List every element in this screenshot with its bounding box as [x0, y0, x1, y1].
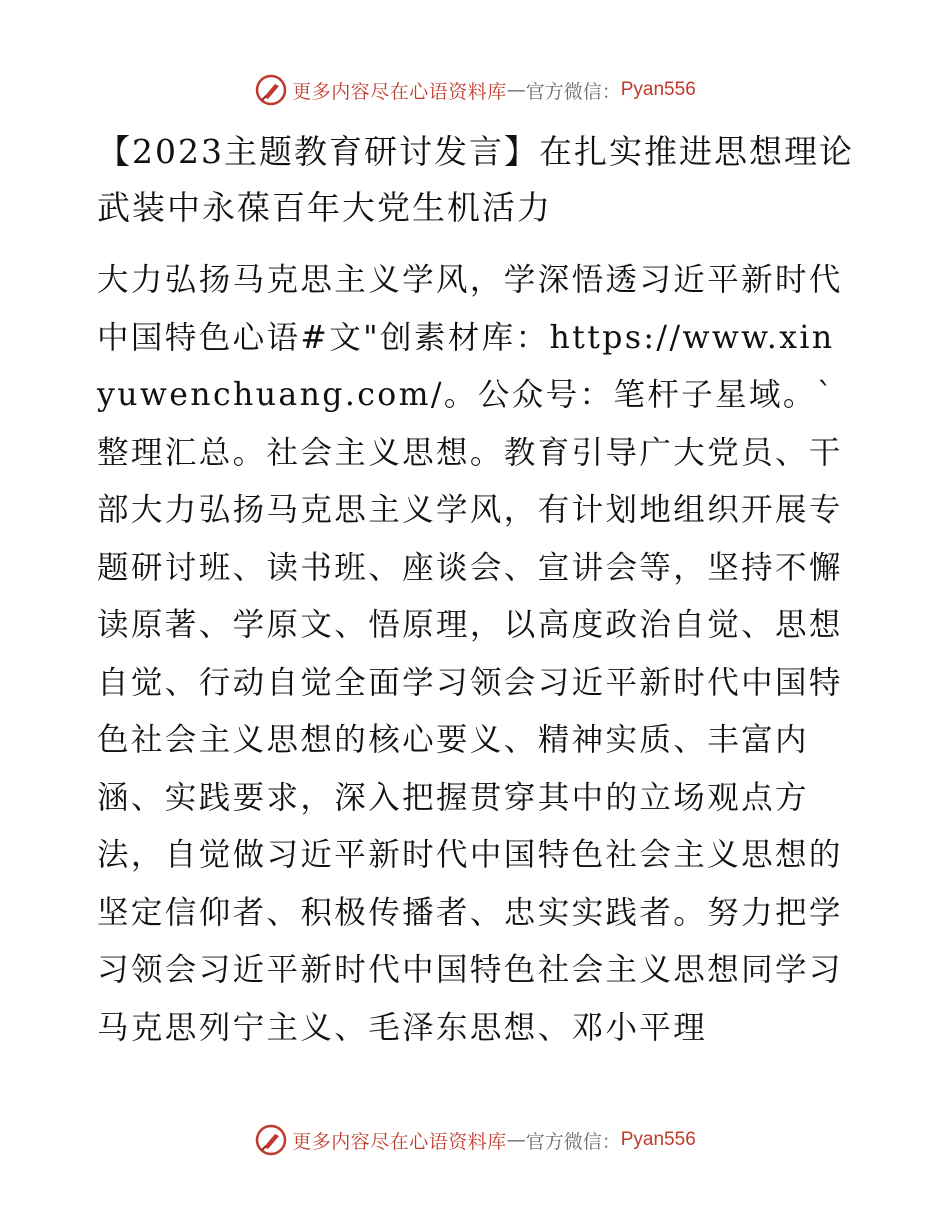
- header-watermark-banner: [0, 70, 950, 110]
- banner-wechat-id: Pyan556: [620, 79, 696, 100]
- document-title: 【2023主题教育研讨发言】在扎实推进思想理论武装中永葆百年大党生机活力: [97, 132, 854, 227]
- document-body-paragraph: 大力弘扬马克思主义学风，学深悟透习近平新时代中国特色心语#文"创素材库：https://www.xinyuwenchuang.com/。公众号：笔杆子星域。`整理汇总。社会主义思想。教育引导广大党员、干部大力弘扬马克思主义学风，有计划地组织开展专题研讨班、读书班、座谈会、宣讲会等，坚持不懈读原著、学原文、悟原理，以高度政治自觉、思想自觉、行动自觉全面学习领会习近平新时代中国特色社会主义思想的核心要义、精神实质、丰富内涵、实践要求，深入把握贯穿其中的立场观点方法，自觉做习近平新时代中国特色社会主义思想的坚定信仰者、积极传播者、忠实实践者。努力把学习领会习近平新时代中国特色社会主义思想同学习马克思列宁主义、毛泽东思想、邓小平理: [97, 262, 843, 1046]
- banner-wechat-label: 官方微信：: [525, 1130, 621, 1153]
- banner-promo-text: 更多内容尽在心语资料库: [292, 80, 507, 103]
- banner-dash: —: [506, 1129, 526, 1151]
- banner-wechat-label: 官方微信：: [525, 80, 621, 103]
- footer-watermark-banner: [0, 1120, 950, 1160]
- pen-nib-logo-icon: [254, 73, 288, 107]
- banner-wechat-id: Pyan556: [620, 1129, 696, 1150]
- pen-nib-logo-icon: [254, 1123, 288, 1157]
- banner-promo-text: 更多内容尽在心语资料库: [292, 1130, 507, 1153]
- banner-dash: —: [506, 79, 526, 101]
